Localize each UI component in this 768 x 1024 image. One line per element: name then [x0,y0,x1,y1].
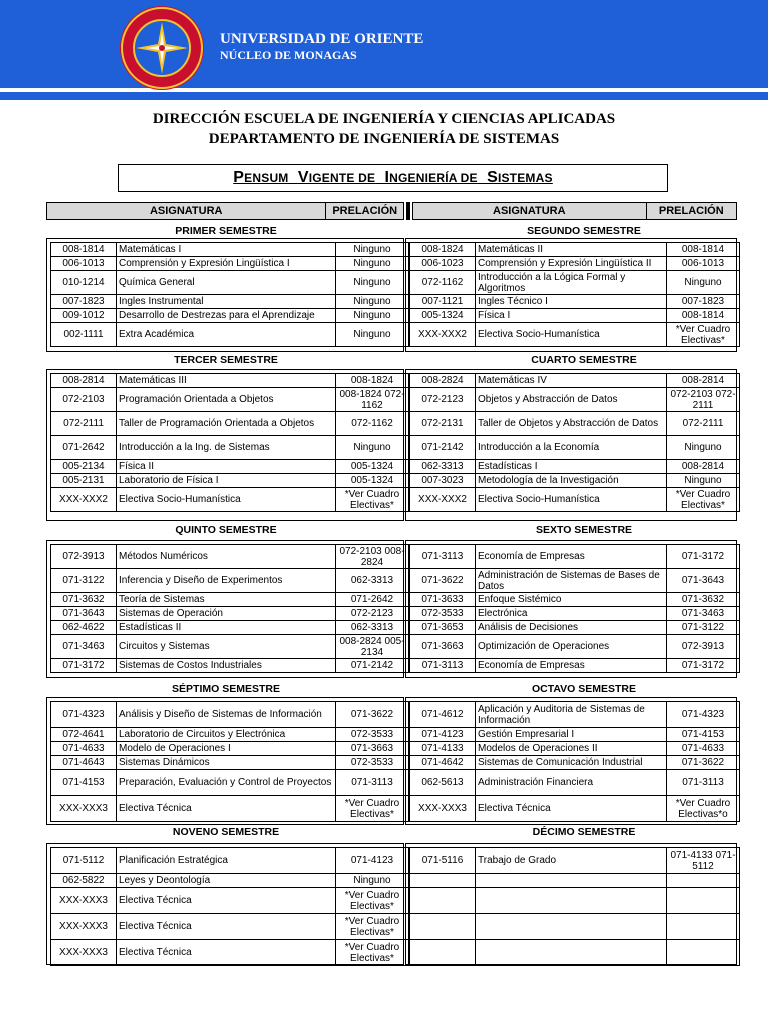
course-prerequisite: Ninguno [336,309,409,323]
table-row [51,702,409,728]
course-prerequisite: 071-3122 [667,621,740,635]
course-prerequisite: 071-2642 [336,593,409,607]
course-prerequisite: Ninguno [667,271,740,295]
semester-table [50,373,409,512]
course-code: 071-4612 [410,702,476,728]
course-prerequisite: 071-3463 [667,607,740,621]
course-name: Electiva Socio-Humanística [476,488,667,512]
table-row [51,770,409,796]
course-name: Circuitos y Sistemas [117,635,336,659]
course-prerequisite: 072-3533 [336,728,409,742]
course-name: Economía de Empresas [476,659,667,673]
course-code: 071-3653 [410,621,476,635]
table-row [51,545,409,569]
semester-title: CUARTO SEMESTRE [531,354,637,366]
course-name: Teoría de Sistemas [117,593,336,607]
table-row [410,659,740,673]
table-row [51,388,409,412]
course-code: XXX-XXX2 [51,488,117,512]
table-row [410,309,740,323]
course-code: 071-3663 [410,635,476,659]
course-prerequisite: 071-4133 071-5112 [667,848,740,874]
table-row [51,621,409,635]
course-name: Matemáticas II [476,243,667,257]
semester-table [50,242,409,347]
table-row [51,309,409,323]
semester-title: TERCER SEMESTRE [174,354,278,366]
course-code: 008-2814 [51,374,117,388]
course-prerequisite: Ninguno [336,436,409,460]
table-row [51,257,409,271]
table-row [410,770,740,796]
semester-title: SEXTO SEMESTRE [535,524,633,536]
course-prerequisite: Ninguno [336,243,409,257]
course-code: 007-3023 [410,474,476,488]
course-name: Comprensión y Expresión Lingüística I [117,257,336,271]
course-prerequisite: *Ver Cuadro Electivas* [336,914,409,940]
course-prerequisite: 008-1824 072-1162 [336,388,409,412]
course-name: Estadísticas II [117,621,336,635]
course-name: Taller de Programación Orientada a Objetos [117,412,336,436]
table-row [51,460,409,474]
course-prerequisite: 005-1324 [336,460,409,474]
table-row [51,635,409,659]
course-prerequisite: 071-4123 [336,848,409,874]
column-separator [406,202,410,220]
semester-title: NOVENO SEMESTRE [172,826,280,838]
course-prerequisite: Ninguno [336,874,409,888]
table-row [51,488,409,512]
course-code: 072-2123 [410,388,476,412]
course-code: 072-2131 [410,412,476,436]
table-row [410,257,740,271]
course-prerequisite: 005-1324 [336,474,409,488]
course-code: 072-4641 [51,728,117,742]
course-prerequisite: 071-3663 [336,742,409,756]
course-code: 008-1814 [51,243,117,257]
table-row [51,607,409,621]
table-row [51,295,409,309]
course-code: 071-4323 [51,702,117,728]
table-row [410,940,740,966]
course-code: 072-2111 [51,412,117,436]
table-row [410,374,740,388]
course-code: 008-2824 [410,374,476,388]
course-prerequisite: 071-3172 [667,545,740,569]
table-row [51,796,409,822]
course-name: Análisis y Diseño de Sistemas de Información [117,702,336,728]
course-prerequisite: 072-3913 [667,635,740,659]
course-prerequisite: 008-2824 005-2134 [336,635,409,659]
semester-title: QUINTO SEMESTRE [175,524,277,536]
course-prerequisite: 071-2142 [336,659,409,673]
semester-table [50,701,409,822]
table-row [51,474,409,488]
course-code: 072-3533 [410,607,476,621]
course-name: Electiva Técnica [117,796,336,822]
course-name [476,940,667,966]
table-row [51,412,409,436]
course-code: 062-5822 [51,874,117,888]
course-name: Electiva Técnica [476,796,667,822]
course-code: 071-4153 [51,770,117,796]
course-prerequisite: *Ver Cuadro Electivas* [336,940,409,966]
course-name: Sistemas de Comunicación Industrial [476,756,667,770]
course-name: Objetos y Abstracción de Datos [476,388,667,412]
column-header-right [412,202,737,220]
semester-table [50,847,409,966]
department-heading: DEPARTAMENTO DE INGENIERÍA DE SISTEMAS [208,131,560,147]
course-prerequisite: Ninguno [336,323,409,347]
course-prerequisite [667,940,740,966]
course-code [410,874,476,888]
course-prerequisite: 007-1823 [667,295,740,309]
course-name: Laboratorio de Circuitos y Electrónica [117,728,336,742]
course-code: 006-1013 [51,257,117,271]
course-name: Introducción a la Lógica Formal y Algoritmos [476,271,667,295]
table-row [51,593,409,607]
course-name [476,914,667,940]
course-name: Taller de Objetos y Abstracción de Datos [476,412,667,436]
course-prerequisite: 071-3632 [667,593,740,607]
table-row [410,295,740,309]
table-row [410,742,740,756]
course-name: Planificación Estratégica [117,848,336,874]
course-code: 002-1111 [51,323,117,347]
course-prerequisite: 006-1013 [667,257,740,271]
course-code: 071-3622 [410,569,476,593]
table-row [410,635,740,659]
course-code [410,940,476,966]
course-name: Introducción a la Ing. de Sistemas [117,436,336,460]
course-name: Matemáticas IV [476,374,667,388]
course-name: Estadísticas I [476,460,667,474]
table-row [410,474,740,488]
course-prerequisite: 071-3622 [667,756,740,770]
subject-column-header: ASIGNATURA [413,203,647,219]
course-code: 071-4133 [410,742,476,756]
course-code: 072-1162 [410,271,476,295]
course-name: Administración Financiera [476,770,667,796]
course-prerequisite: 071-3622 [336,702,409,728]
semester-title: SÉPTIMO SEMESTRE [172,683,280,695]
course-name: Preparación, Evaluación y Control de Proyectos [117,770,336,796]
course-prerequisite [667,874,740,888]
university-seal-logo [118,4,206,92]
course-code: 071-3643 [51,607,117,621]
course-name: Ingles Técnico I [476,295,667,309]
course-name: Sistemas Dinámicos [117,756,336,770]
table-row [51,874,409,888]
course-code: 071-3122 [51,569,117,593]
table-row [410,888,740,914]
table-row [410,914,740,940]
prereq-column-header: PRELACIÓN [658,205,724,217]
table-row [51,243,409,257]
course-code: 071-2142 [410,436,476,460]
course-name: Química General [117,271,336,295]
course-name: Electiva Socio-Humanística [117,488,336,512]
course-name: Inferencia y Diseño de Experimentos [117,569,336,593]
course-code: 009-1012 [51,309,117,323]
course-prerequisite: 071-3113 [667,770,740,796]
table-row [51,914,409,940]
course-name: Metodología de la Investigación [476,474,667,488]
table-row [410,323,740,347]
course-name: Modelos de Operaciones II [476,742,667,756]
course-name: Optimización de Operaciones [476,635,667,659]
semester-table [409,373,740,512]
semester-title: SEGUNDO SEMESTRE [527,225,641,237]
course-name: Comprensión y Expresión Lingüística II [476,257,667,271]
semester-title: PRIMER SEMESTRE [175,225,277,237]
table-row [51,271,409,295]
column-header-left [46,202,404,220]
course-code: XXX-XXX2 [410,323,476,347]
course-code: XXX-XXX2 [410,488,476,512]
table-row [410,607,740,621]
course-prerequisite: 062-3313 [336,621,409,635]
course-prerequisite: 062-3313 [336,569,409,593]
course-code: 010-1214 [51,271,117,295]
course-name: Desarrollo de Destrezas para el Aprendizaje [117,309,336,323]
course-code: 007-1823 [51,295,117,309]
course-code: 006-1023 [410,257,476,271]
table-row [51,374,409,388]
course-name: Física I [476,309,667,323]
nucleus-name: NÚCLEO DE MONAGAS [220,48,357,62]
course-prerequisite: *Ver Cuadro Electivas* [336,888,409,914]
course-prerequisite: *Ver Cuadro Electivas* [667,323,740,347]
course-code: 071-4123 [410,728,476,742]
table-row [51,848,409,874]
course-name: Programación Orientada a Objetos [117,388,336,412]
course-code: XXX-XXX3 [51,888,117,914]
table-row [51,888,409,914]
course-prerequisite: 008-2814 [667,460,740,474]
course-code: 071-4642 [410,756,476,770]
course-prerequisite: Ninguno [336,257,409,271]
course-name: Electrónica [476,607,667,621]
table-row [410,621,740,635]
course-code: 071-3113 [410,545,476,569]
course-code: 071-4643 [51,756,117,770]
course-prerequisite: 072-2103 072-2111 [667,388,740,412]
semester-title: DÉCIMO SEMESTRE [532,826,636,838]
course-prerequisite: 008-1824 [336,374,409,388]
course-name: Laboratorio de Física I [117,474,336,488]
course-prerequisite: Ninguno [667,436,740,460]
university-name: UNIVERSIDAD DE ORIENTE [220,31,424,47]
course-code [410,888,476,914]
semester-table [409,242,740,347]
course-code: 071-3633 [410,593,476,607]
course-prerequisite: 008-1814 [667,243,740,257]
semester-table [50,544,409,673]
course-code: 071-5116 [410,848,476,874]
course-name: Electiva Técnica [117,914,336,940]
course-code: 062-4622 [51,621,117,635]
course-code: XXX-XXX3 [410,796,476,822]
course-name: Extra Académica [117,323,336,347]
semester-title: OCTAVO SEMESTRE [531,683,637,695]
table-row [410,569,740,593]
semester-table [409,544,740,673]
course-name: Modelo de Operaciones I [117,742,336,756]
page-title: PENSUM VIGENTE DE INGENIERÍA DE SISTEMAS [118,164,668,192]
direction-heading: DIRECCIÓN ESCUELA DE INGENIERÍA Y CIENCIAS APLICADAS [152,111,616,127]
course-name: Trabajo de Grado [476,848,667,874]
table-row [51,323,409,347]
course-prerequisite: 008-2814 [667,374,740,388]
course-prerequisite: 071-4153 [667,728,740,742]
course-name: Administración de Sistemas de Bases de Datos [476,569,667,593]
course-code: XXX-XXX3 [51,940,117,966]
course-code: 062-3313 [410,460,476,474]
table-row [51,569,409,593]
course-name: Introducción a la Economía [476,436,667,460]
subject-column-header: ASIGNATURA [47,203,326,219]
course-prerequisite: *Ver Cuadro Electivas* [336,796,409,822]
course-code: 072-2103 [51,388,117,412]
table-row [51,728,409,742]
course-prerequisite: 071-3113 [336,770,409,796]
course-code: 071-3172 [51,659,117,673]
course-prerequisite: 008-1814 [667,309,740,323]
course-code [410,914,476,940]
course-code: 071-3632 [51,593,117,607]
table-row [410,848,740,874]
course-name: Leyes y Deontología [117,874,336,888]
course-name [476,888,667,914]
course-name: Análisis de Decisiones [476,621,667,635]
course-prerequisite: *Ver Cuadro Electivas*o [667,796,740,822]
course-code: 007-1121 [410,295,476,309]
course-code: 071-2642 [51,436,117,460]
table-row [410,756,740,770]
course-prerequisite: Ninguno [336,295,409,309]
table-row [410,728,740,742]
course-prerequisite [667,914,740,940]
course-name: Sistemas de Costos Industriales [117,659,336,673]
course-prerequisite: 072-3533 [336,756,409,770]
table-row [51,940,409,966]
table-row [410,460,740,474]
table-row [410,271,740,295]
course-prerequisite: *Ver Cuadro Electivas* [336,488,409,512]
course-code: 071-3463 [51,635,117,659]
semester-table [409,847,740,966]
course-prerequisite: 072-2123 [336,607,409,621]
table-row [51,436,409,460]
header-banner [0,0,768,100]
course-name: Matemáticas III [117,374,336,388]
course-name: Matemáticas I [117,243,336,257]
banner-stripe [0,92,768,98]
course-prerequisite: 071-4633 [667,742,740,756]
table-row [410,488,740,512]
prereq-column-header: PRELACIÓN [332,205,398,217]
course-name: Electiva Socio-Humanística [476,323,667,347]
table-row [410,545,740,569]
course-prerequisite: 071-3643 [667,569,740,593]
table-row [410,702,740,728]
table-row [410,436,740,460]
course-code: 071-3113 [410,659,476,673]
course-code: 071-4633 [51,742,117,756]
table-row [410,874,740,888]
course-name: Enfoque Sistémico [476,593,667,607]
course-name [476,874,667,888]
course-prerequisite: Ninguno [336,271,409,295]
course-code: XXX-XXX3 [51,796,117,822]
course-name: Sistemas de Operación [117,607,336,621]
course-prerequisite: 071-4323 [667,702,740,728]
course-code: 071-5112 [51,848,117,874]
course-code: 062-5613 [410,770,476,796]
course-prerequisite: Ninguno [667,474,740,488]
course-prerequisite [667,888,740,914]
course-code: 005-2134 [51,460,117,474]
course-prerequisite: 072-1162 [336,412,409,436]
table-row [410,412,740,436]
table-row [410,593,740,607]
course-code: 005-2131 [51,474,117,488]
course-name: Gestión Empresarial I [476,728,667,742]
course-name: Física II [117,460,336,474]
table-row [410,388,740,412]
table-row [51,659,409,673]
course-name: Electiva Técnica [117,888,336,914]
course-name: Ingles Instrumental [117,295,336,309]
course-code: 008-1824 [410,243,476,257]
course-code: 072-3913 [51,545,117,569]
course-name: Economía de Empresas [476,545,667,569]
table-row [51,756,409,770]
table-row [51,742,409,756]
course-name: Electiva Técnica [117,940,336,966]
course-prerequisite: 072-2103 008-2824 [336,545,409,569]
semester-table [409,701,740,822]
table-row [410,243,740,257]
course-prerequisite: 071-3172 [667,659,740,673]
table-row [410,796,740,822]
course-prerequisite: *Ver Cuadro Electivas* [667,488,740,512]
course-prerequisite: 072-2111 [667,412,740,436]
course-name: Métodos Numéricos [117,545,336,569]
course-code: XXX-XXX3 [51,914,117,940]
course-code: 005-1324 [410,309,476,323]
course-name: Aplicación y Auditoria de Sistemas de Información [476,702,667,728]
